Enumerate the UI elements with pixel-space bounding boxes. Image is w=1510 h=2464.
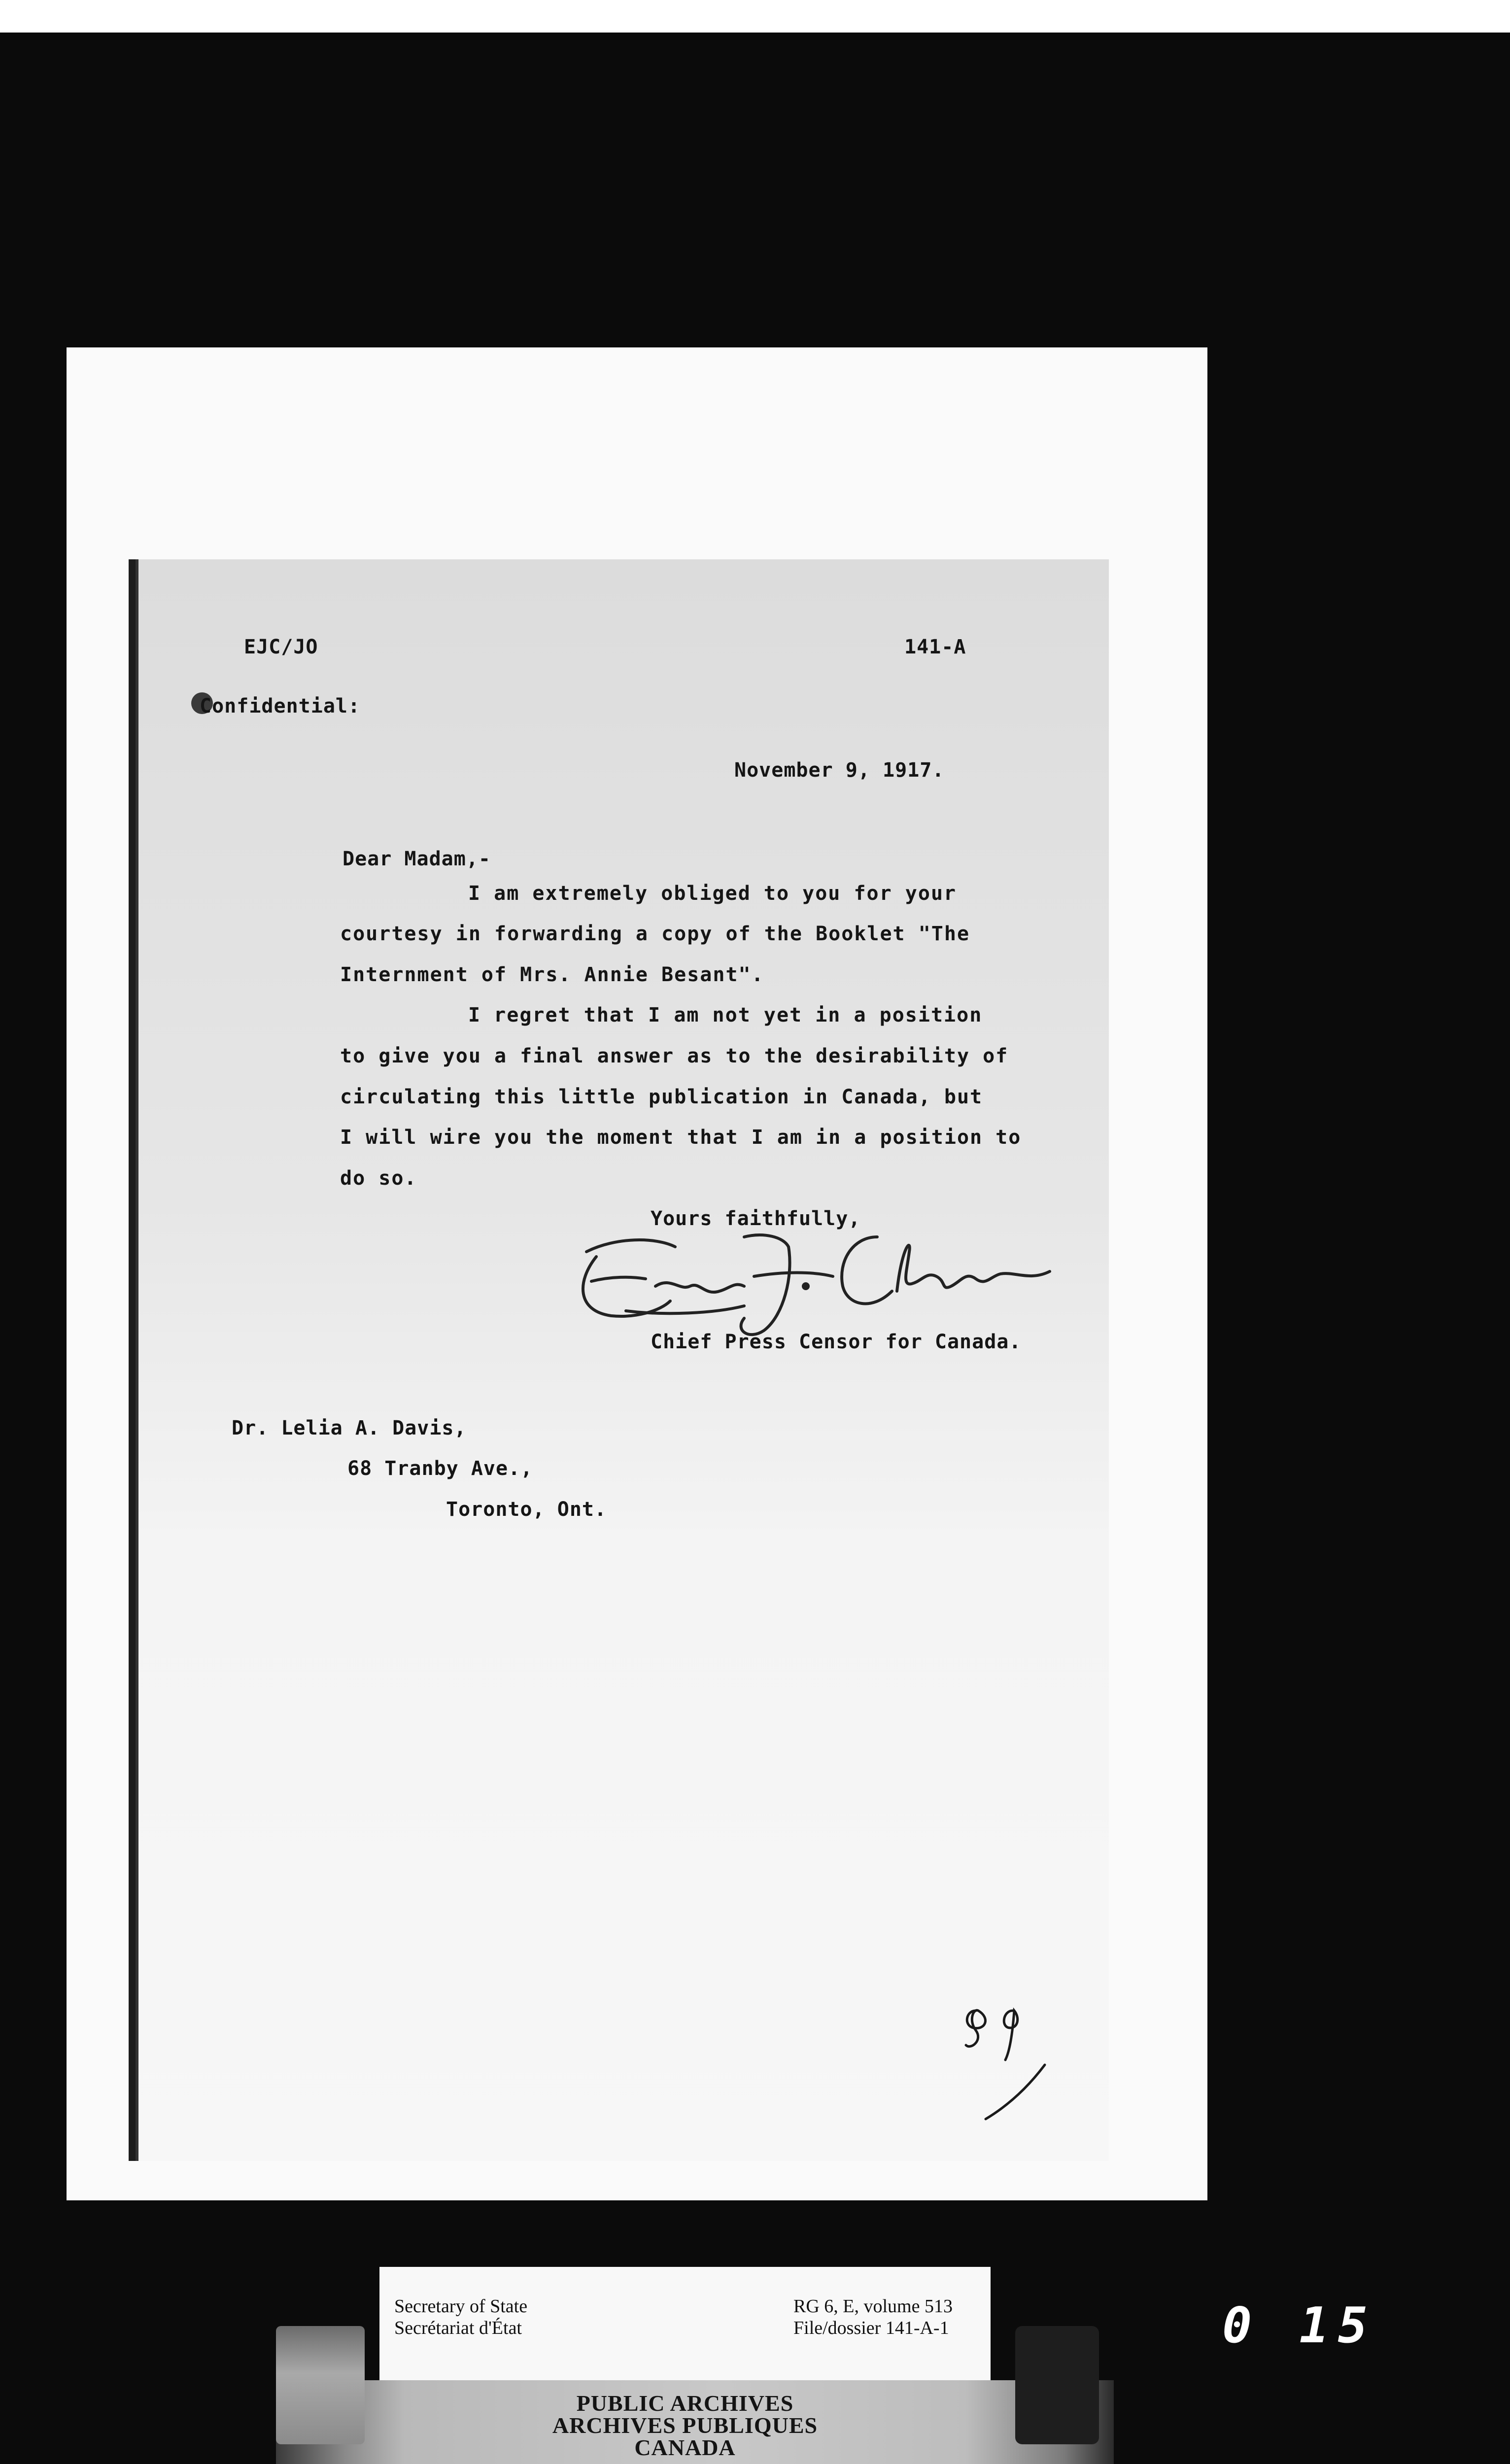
recipient-city: Toronto, Ont. xyxy=(446,1498,607,1521)
department-fr: Secrétariat d'État xyxy=(394,2318,522,2338)
recipient-street: 68 Tranby Ave., xyxy=(347,1457,533,1480)
handwritten-page-number xyxy=(956,2001,1064,2129)
stamp-line-2: ARCHIVES PUBLIQUES xyxy=(552,2413,818,2438)
frame-counter: 0 15 xyxy=(1222,2296,1376,2354)
body-line: circulating this little publication in Canada, but xyxy=(340,1086,983,1108)
letter-date: November 9, 1917. xyxy=(734,759,945,782)
stamp-line-1: PUBLIC ARCHIVES xyxy=(576,2391,794,2416)
reference-left: EJC/JO xyxy=(244,636,318,658)
archive-reference: RG 6, E, volume 513 xyxy=(793,2296,953,2317)
body-line: I regret that I am not yet in a position xyxy=(468,1004,983,1027)
body-line: I am extremely obliged to you for your xyxy=(468,882,957,905)
archive-file: File/dossier 141-A-1 xyxy=(793,2318,949,2338)
signature xyxy=(557,1217,1060,1345)
archive-label-card xyxy=(379,2267,991,2380)
recipient-name: Dr. Lelia A. Davis, xyxy=(232,1417,467,1439)
signatory-title: Chief Press Censor for Canada. xyxy=(651,1331,1022,1353)
body-line: Internment of Mrs. Annie Besant". xyxy=(340,963,764,986)
closing: Yours faithfully, xyxy=(651,1207,861,1230)
body-line: do so. xyxy=(340,1167,417,1190)
stamp-line-3: CANADA xyxy=(634,2435,736,2460)
reference-right: 141-A xyxy=(904,636,966,658)
page-edge xyxy=(129,559,136,2161)
body-line: courtesy in forwarding a copy of the Booklet "The xyxy=(340,923,970,945)
salutation: Dear Madam,- xyxy=(343,848,491,870)
body-line: to give you a final answer as to the desirability of xyxy=(340,1045,1009,1067)
classification-label: Confidential: xyxy=(200,695,361,718)
film-clip-right xyxy=(1015,2326,1099,2444)
film-clip-left xyxy=(276,2326,365,2444)
letter-page xyxy=(136,559,1109,2161)
body-line: I will wire you the moment that I am in a position to xyxy=(340,1126,1022,1149)
department-en: Secretary of State xyxy=(394,2296,528,2317)
